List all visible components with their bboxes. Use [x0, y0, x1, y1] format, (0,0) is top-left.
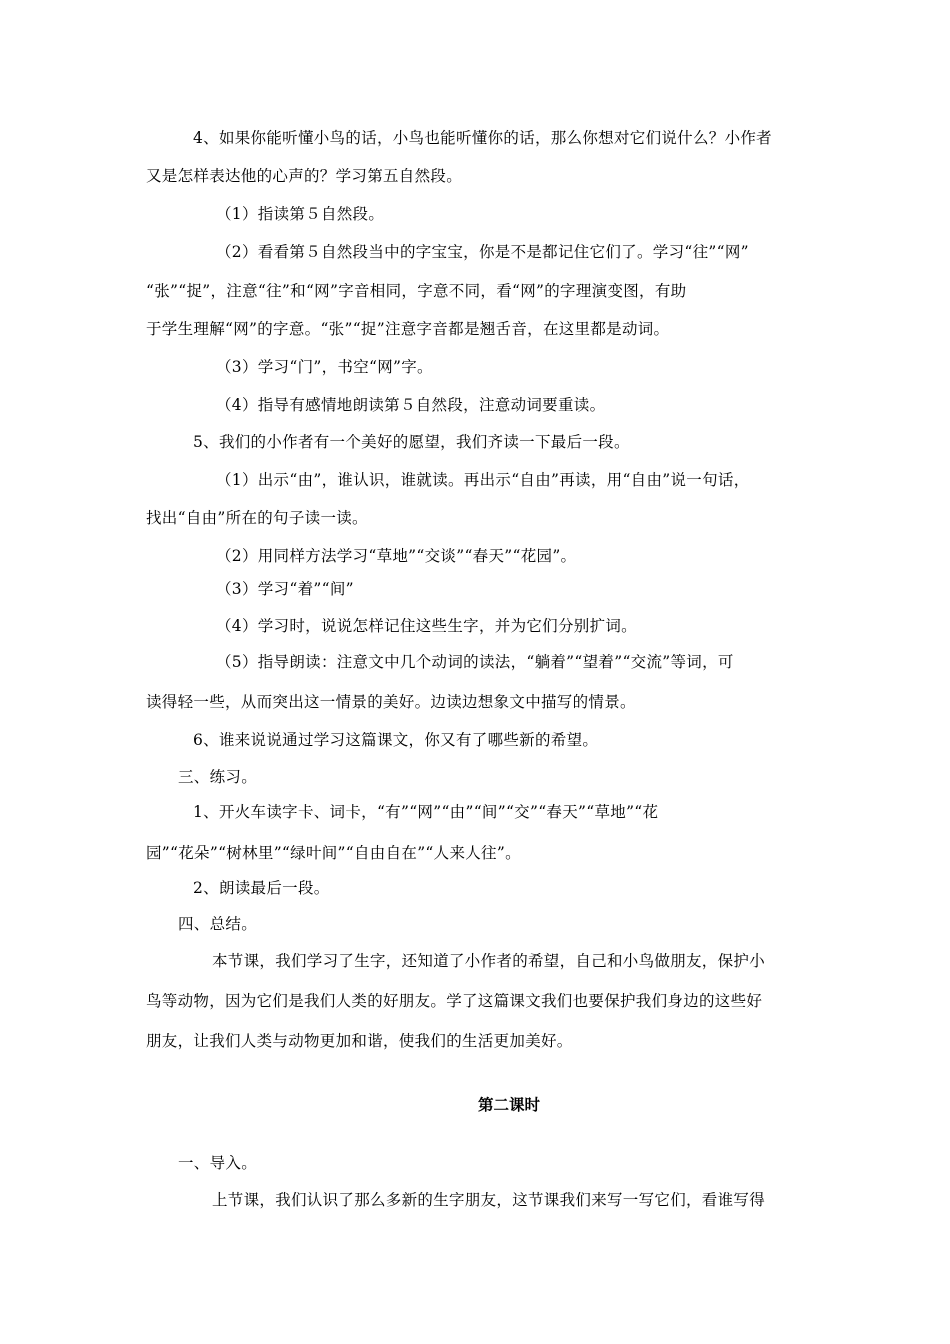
paragraph-line: 2、朗读最后一段。	[193, 879, 330, 897]
paragraph-line: （2）用同样方法学习“草地”“交谈”“春天”“花园”。	[216, 547, 577, 565]
paragraph-line: 读得轻一些，从而突出这一情景的美好。边读边想象文中描写的情景。	[146, 693, 636, 711]
paragraph-line: 又是怎样表达他的心声的？学习第五自然段。	[146, 167, 463, 185]
paragraph-line: （1）出示“由”，谁认识，谁就读。再出示“自由”再读，用“自由”说一句话，	[216, 471, 750, 489]
paragraph-line: （1）指读第５自然段。	[216, 205, 385, 223]
paragraph-line: 4、如果你能听懂小鸟的话，小鸟也能听懂你的话，那么你想对它们说什么？小作者	[193, 129, 772, 147]
paragraph-line: （4）指导有感情地朗读第５自然段，注意动词要重读。	[216, 396, 606, 414]
paragraph-line: 5、我们的小作者有一个美好的愿望，我们齐读一下最后一段。	[193, 433, 630, 451]
paragraph-line: 朋友，让我们人类与动物更加和谐，使我们的生活更加美好。	[146, 1032, 573, 1050]
paragraph-line: 上节课，我们认识了那么多新的生字朋友，这节课我们来写一写它们，看谁写得	[212, 1191, 766, 1209]
section-heading: 三、练习。	[178, 768, 258, 786]
section-heading: 一、导入。	[178, 1154, 258, 1172]
paragraph-line: 园”“花朵”“树林里”“绿叶间”“自由自在”“人来人往”。	[146, 844, 521, 862]
paragraph-line: “张”“捉”，注意“往”和“网”字音相同，字意不同，看“网”的字理演变图，有助	[146, 282, 687, 300]
paragraph-line: 鸟等动物，因为它们是我们人类的好朋友。学了这篇课文我们也要保护我们身边的这些好	[146, 992, 763, 1010]
paragraph-line: （4）学习时，说说怎样记住这些生字，并为它们分别扩词。	[216, 617, 637, 635]
section-heading: 四、总结。	[178, 915, 258, 933]
paragraph-line: 于学生理解“网”的字意。“张”“捉”注意字音都是翘舌音，在这里都是动词。	[146, 320, 670, 338]
lesson-title: 第二课时	[478, 1095, 541, 1114]
paragraph-line: 6、谁来说说通过学习这篇课文，你又有了哪些新的希望。	[193, 731, 599, 749]
paragraph-line: （5）指导朗读：注意文中几个动词的读法，“躺着”“望着”“交流”等词，可	[216, 653, 734, 671]
paragraph-line: （3）学习“着”“间”	[216, 580, 354, 598]
paragraph-line: （2）看看第５自然段当中的字宝宝，你是不是都记住它们了。学习“往”“网”	[216, 243, 749, 261]
paragraph-line: 1、开火车读字卡、词卡，“有”“网”“由”“间”“交”“春天”“草地”“花	[193, 803, 659, 821]
paragraph-line: （3）学习“门”，书空“网”字。	[216, 358, 433, 376]
paragraph-line: 找出“自由”所在的句子读一读。	[146, 509, 368, 527]
paragraph-line: 本节课，我们学习了生字，还知道了小作者的希望，自己和小鸟做朋友，保护小	[212, 952, 766, 970]
